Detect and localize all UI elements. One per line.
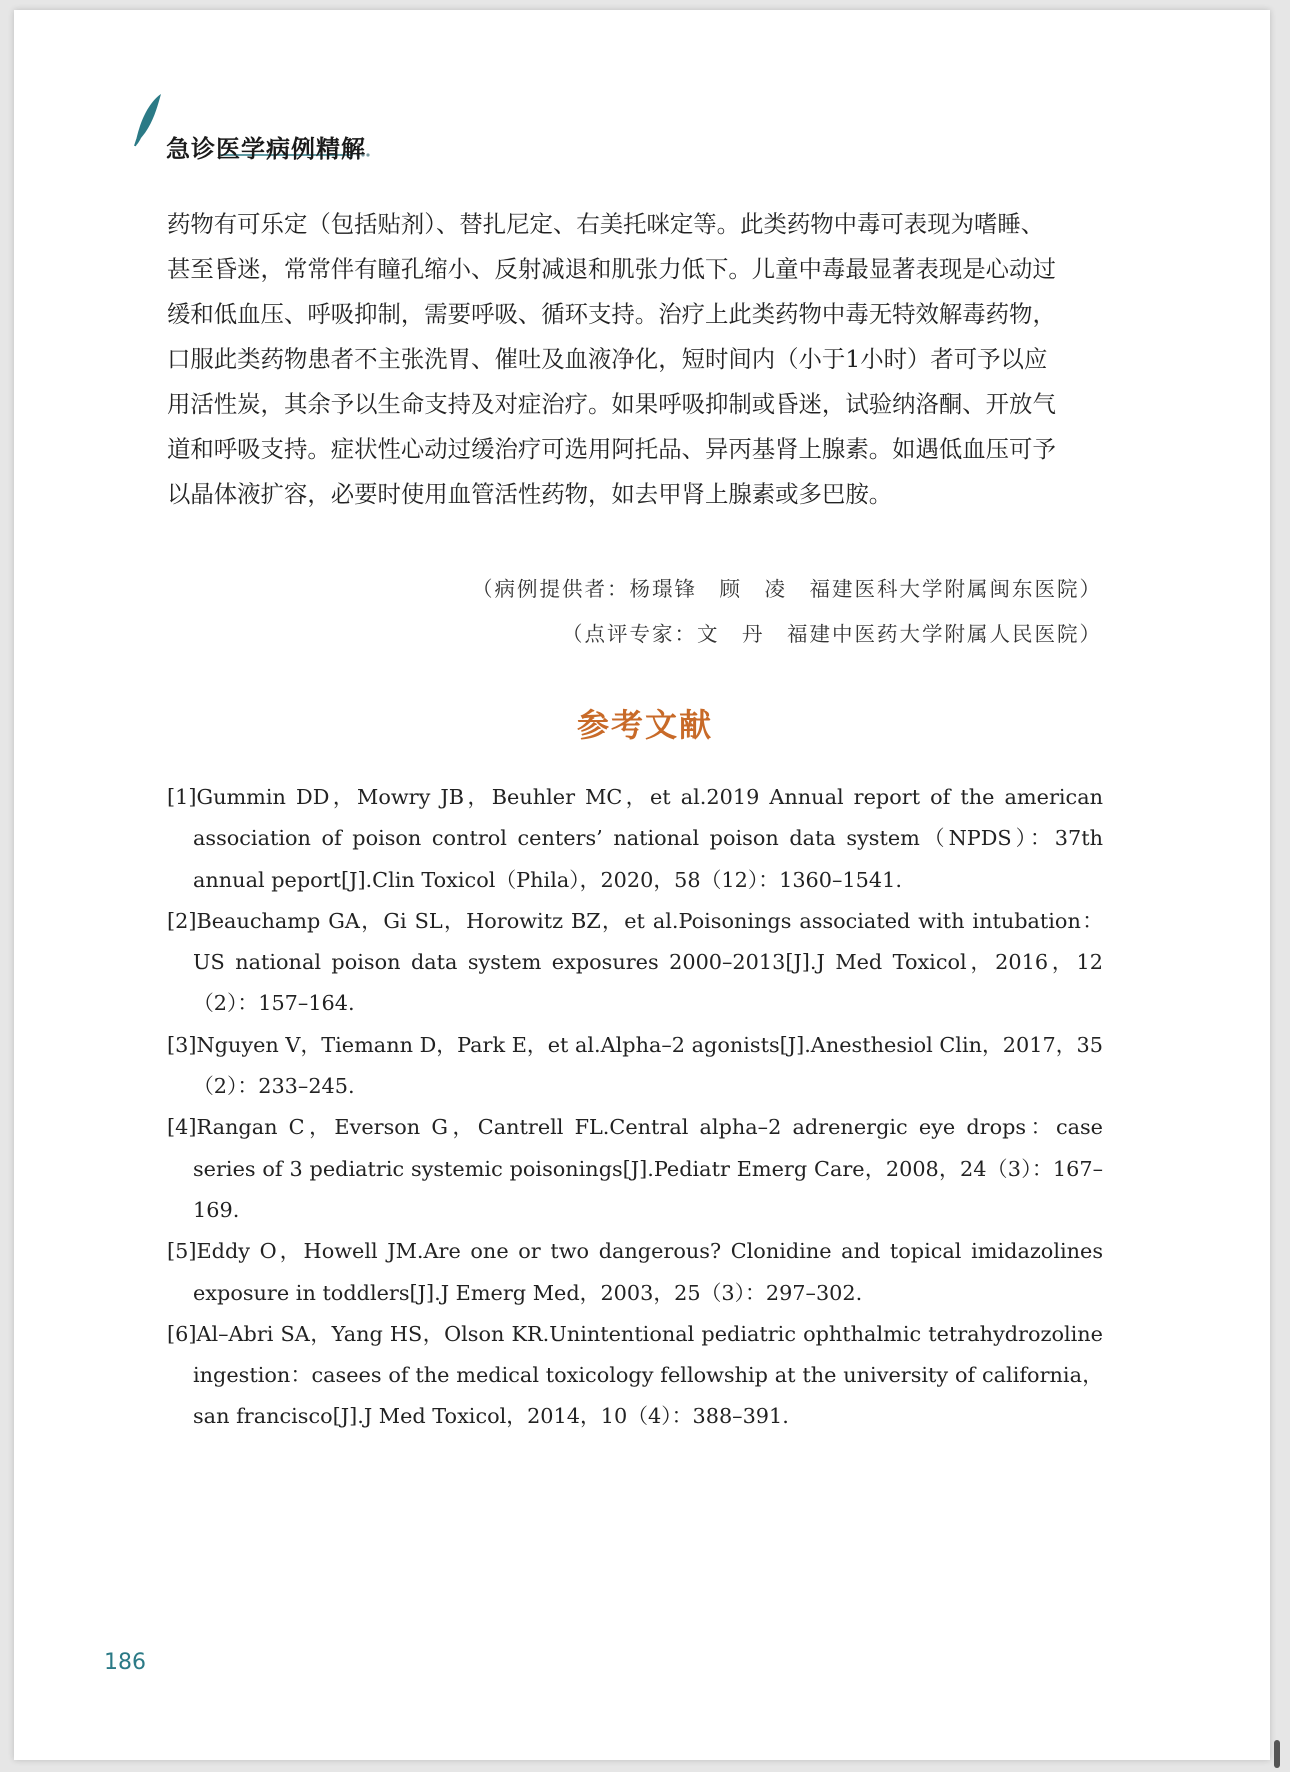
body-paragraph	[167, 202, 1103, 517]
reference-item: [2]Beauchamp GA，Gi SL，Horowitz BZ，et al.Poisonings associated with intubation：US national poison data system exposures 2000–2013[J].J Med Toxicol，2016，12（2）：157–164.	[167, 908, 1103, 1016]
scrollbar-handle[interactable]	[1274, 1740, 1280, 1768]
reference-item: [5]Eddy O，Howell JM.Are one or two dangerous? Clonidine and topical imidazolines exposure in toddlers[J].J Emerg Med，2003，25（3）：297–302.	[167, 1239, 1103, 1305]
book-title: 急诊医学病例精解	[166, 135, 366, 163]
page-number: 186	[104, 1650, 146, 1675]
body-line: 药物有可乐定（包括贴剂）、替扎尼定、右美托咪定等。此类药物中毒可表现为嗜睡、	[167, 210, 1045, 238]
body-line: 缓和低血压、呼吸抑制，需要呼吸、循环支持。治疗上此类药物中毒无特效解毒药物，	[167, 300, 1056, 328]
body-line: 道和呼吸支持。症状性心动过缓治疗可选用阿托品、异丙基肾上腺素。如遇低血压可予	[167, 435, 1056, 463]
reference-list	[167, 777, 1103, 1438]
reference-item: [4]Rangan C，Everson G，Cantrell FL.Central alpha–2 adrenergic eye drops：case series of 3 pediatric systemic poisonings[J].Pediatr Emerg Care，2008，24（3）：167–169.	[167, 1115, 1103, 1222]
case-provider: （病例提供者：杨璟锋 顾 凌 福建医科大学附属闽东医院）	[472, 577, 1102, 601]
body-line: 以晶体液扩容，必要时使用血管活性药物，如去甲肾上腺素或多巴胺。	[167, 480, 893, 508]
body-line: 用活性炭，其余予以生命支持及对症治疗。如果呼吸抑制或昏迷，试验纳洛酮、开放气	[167, 390, 1056, 418]
reference-item: [3]Nguyen V，Tiemann D，Park E，et al.Alpha–2 agonists[J].Anesthesiol Clin，2017，35（2）：233–245.	[167, 1032, 1103, 1099]
body-line: 口服此类药物患者不主张洗胃、催吐及血液净化，短时间内（小于1小时）者可予以应	[167, 345, 1048, 373]
running-header	[133, 84, 433, 164]
references-heading: 参考文献	[576, 706, 713, 744]
case-credits	[472, 567, 1102, 657]
reference-item: [1]Gummin DD，Mowry JB，Beuhler MC，et al.2019 Annual report of the american association of poison control centers’ national poison data system（NPDS）：37th annual peport[J].Clin Toxicol（Phila），2020，58（12）：1360–1541.	[167, 785, 1103, 892]
case-reviewer: （点评专家：文 丹 福建中医药大学附属人民医院）	[562, 622, 1102, 646]
reference-item: [6]Al–Abri SA，Yang HS，Olson KR.Unintentional pediatric ophthalmic tetrahydrozoline ingestion：casees of the medical toxicology fellowship at the university of california，san francisco[J].J Med Toxicol，2014，10（4）：388–391.	[167, 1321, 1103, 1429]
body-line: 甚至昏迷，常常伴有瞳孔缩小、反射减退和肌张力低下。儿童中毒最显著表现是心动过	[167, 255, 1056, 283]
